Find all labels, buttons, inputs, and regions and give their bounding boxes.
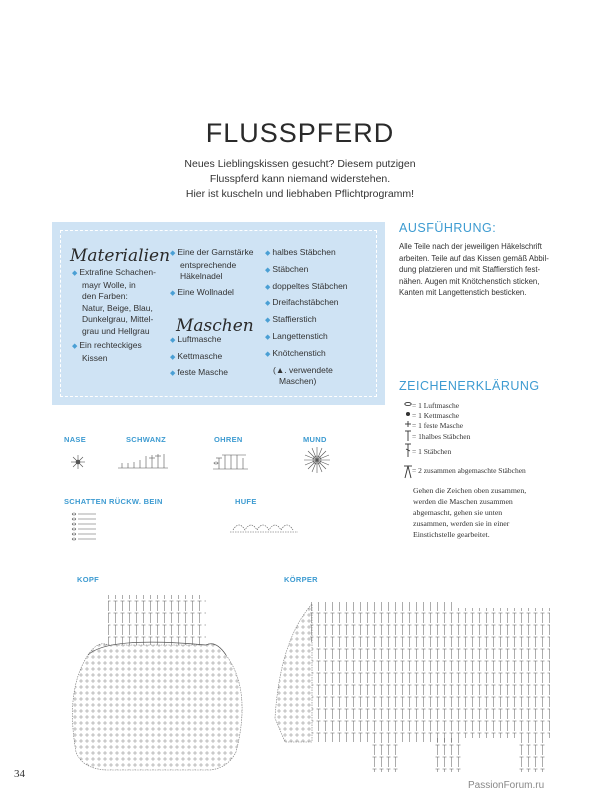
stitch-item: ◆ feste Masche: [170, 367, 228, 377]
stitch-item: ◆ Langettenstich: [265, 330, 328, 341]
body-diagram: [275, 602, 550, 772]
legend-item: = 1 Luftmasche: [412, 401, 460, 410]
legend-item: = 1 Stäbchen: [412, 447, 452, 456]
legend-item: = 1 Kettmasche: [412, 411, 460, 420]
material-item: ◆ Ein rechteckiges Kissen: [72, 340, 142, 363]
intro-line: Hier ist kuscheln und liebhaben Pflichtprogramm!: [185, 188, 415, 200]
material-item: ◆ Eine der Garnstärke entsprechende Häkelnadel: [170, 247, 254, 281]
stitches-heading: Maschen: [176, 316, 254, 336]
diagram-label-nase: NASE: [64, 435, 87, 444]
legend-item: = 1halbes Stäbchen: [412, 432, 471, 441]
bullet-icon: ◆: [265, 266, 271, 274]
page-number: 34: [14, 768, 25, 780]
bullet-icon: ◆: [170, 250, 176, 257]
bullet-icon: ◆: [265, 250, 271, 257]
bullet-icon: ◆: [265, 300, 271, 308]
stitch-item: ◆ Knötchenstich: [265, 347, 326, 358]
diagram-label-kopf: KOPF: [77, 575, 100, 584]
stitch-item: ◆ Dreifachstäbchen: [265, 297, 339, 308]
stitch-item: ◆ Kettmasche: [170, 350, 223, 361]
intro-line: Neues Lieblingskissen gesucht? Diesem putzigen: [184, 158, 416, 170]
diagram-label-schatten: SCHATTEN RÜCKW. BEIN: [64, 497, 163, 506]
bullet-icon: ◆: [265, 317, 271, 325]
stitch-item: ◆ Stäbchen: [265, 263, 309, 274]
legend-heading: ZEICHENERKLÄRUNG: [399, 379, 540, 393]
legend-note: Gehen die Zeichen oben zusammen, werden die Maschen zusammen abgemascht, gehen sie unten zusammen, werden sie in einer Einstichstelle gearbeitet.: [413, 486, 527, 539]
diagram-label-ohren: OHREN: [214, 435, 243, 444]
bullet-icon: ◆: [265, 333, 271, 341]
diagram-label-schwanz: SCHWANZ: [126, 435, 167, 444]
diagram-label-mund: MUND: [303, 435, 327, 444]
bullet-icon: ◆: [170, 337, 176, 344]
diagram-label-koerper: KÖRPER: [284, 575, 318, 584]
legend-item: = 2 zusammen abgemaschte Stäbchen: [412, 466, 526, 475]
stitch-item: ◆ doppeltes Stäbchen: [265, 280, 348, 291]
intro-line: Flusspferd kann niemand widerstehen.: [209, 173, 391, 185]
bullet-icon: ◆: [72, 270, 78, 277]
page-title: FLUSSPFERD: [205, 118, 395, 148]
stitch-item: ◆ Luftmasche: [170, 334, 222, 344]
bullet-icon: ◆: [72, 343, 78, 350]
instructions-text: Alle Teile nach der jeweiligen Häkelschrift arbeiten. Teile auf das Kissen gemäß Abbil- dung platzieren und mit Staffierstich fest- nähen. Augen mit Knötchenstich sticken, Kanten mit Langettenstich besticken.: [399, 242, 549, 297]
head-diagram: [72, 595, 242, 770]
bullet-icon: ◆: [170, 289, 176, 297]
material-item: ◆ Eine Wollnadel: [170, 286, 234, 297]
bullet-icon: ◆: [265, 350, 271, 358]
stitch-note: (▲. verwendete Maschen): [273, 364, 333, 387]
legend-item: = 1 feste Masche: [412, 421, 464, 430]
stitch-item: ◆ Staffierstich: [265, 314, 317, 325]
bullet-icon: ◆: [265, 283, 271, 291]
materials-heading: Materialien: [70, 246, 171, 266]
watermark: PassionForum.ru: [468, 780, 545, 791]
bullet-icon: ◆: [170, 370, 176, 377]
instructions-heading: AUSFÜHRUNG:: [399, 221, 497, 235]
bullet-icon: ◆: [170, 353, 176, 361]
material-item: ◆ Extrafine Schachen- mayr Wolle, in den Farben: Natur, Beige, Blau, Dunkelgrau, Mittel- grau und Hellgrau: [72, 267, 156, 336]
diagram-label-hufe: HUFE: [235, 497, 257, 506]
stitch-item: ◆ halbes Stäbchen: [265, 247, 336, 257]
